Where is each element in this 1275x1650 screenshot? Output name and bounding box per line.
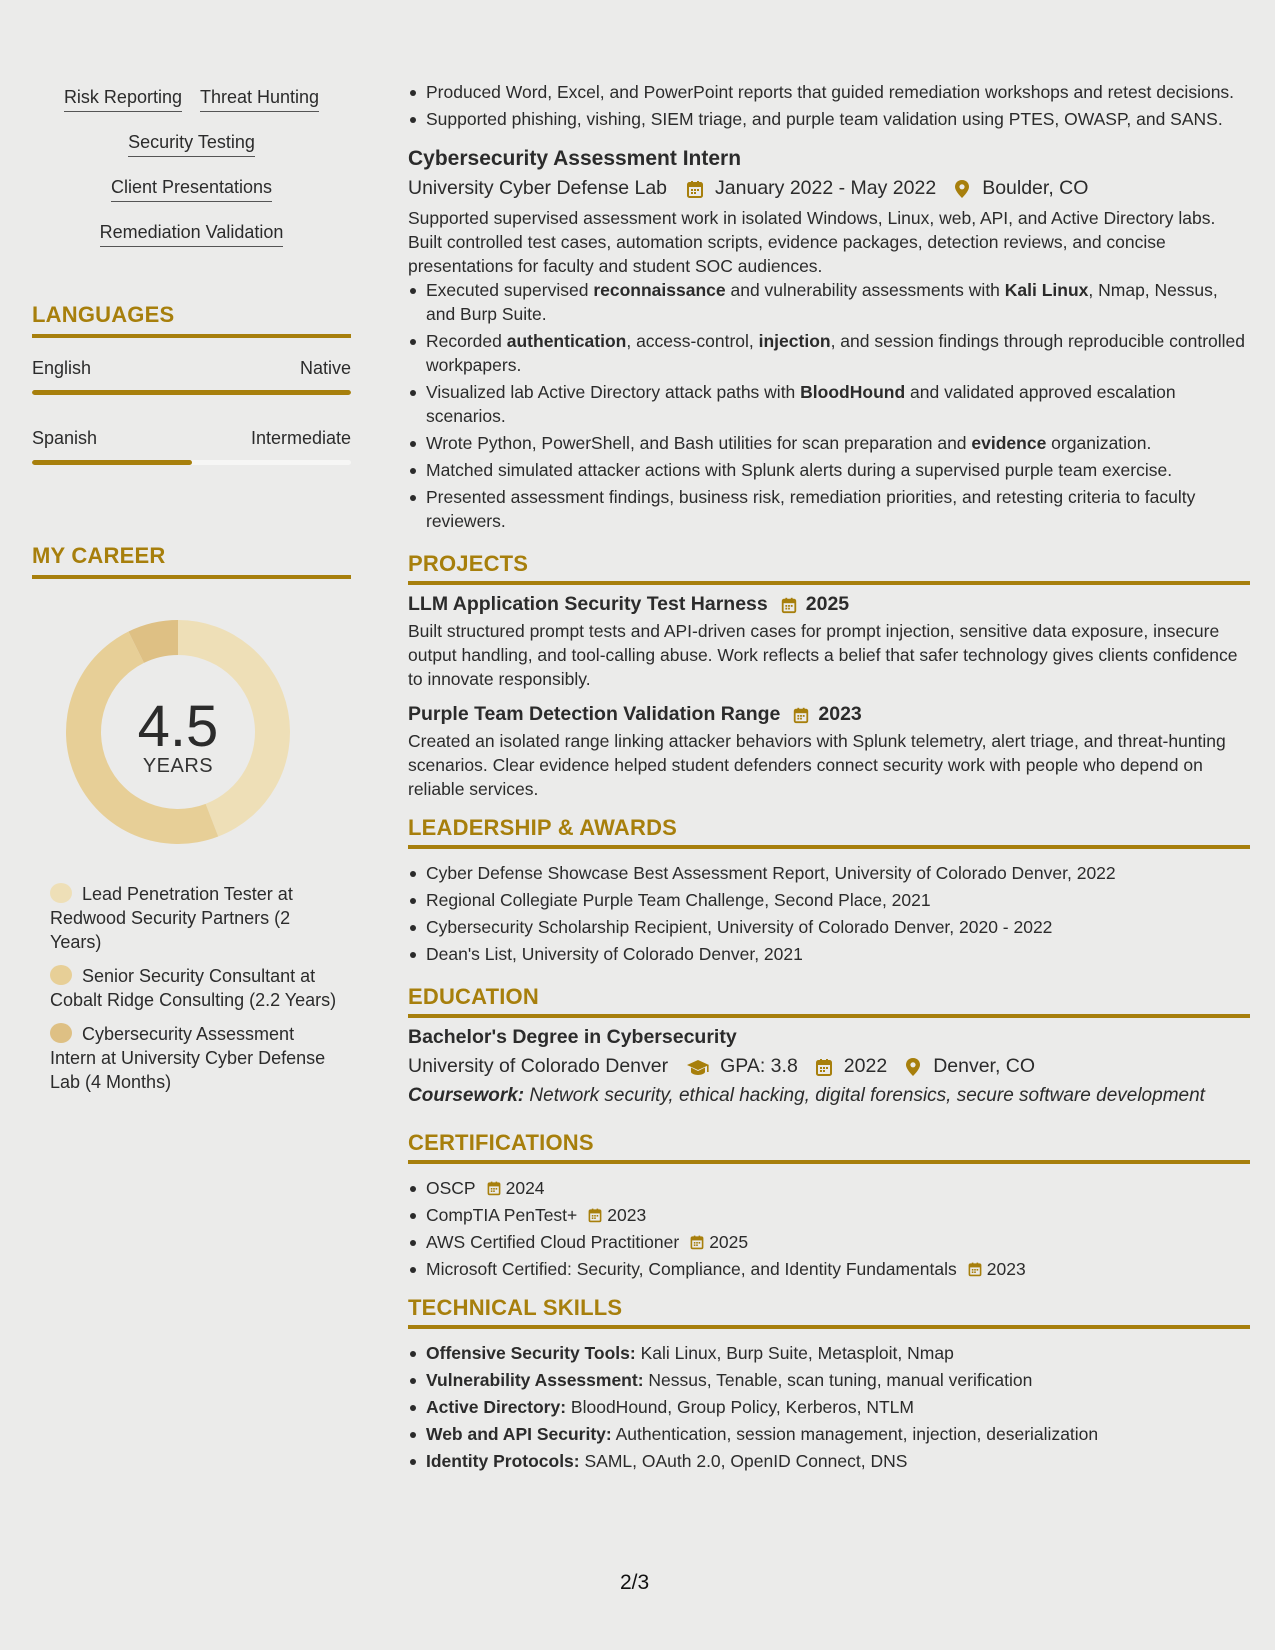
language-bar [32,460,351,465]
languages-heading: LANGUAGES [32,302,351,338]
certification-item: OSCP 2024 [408,1176,1250,1200]
job-meta [408,177,1250,200]
calendar-icon [967,1261,983,1277]
certifications-section [408,1130,1250,1281]
career-legend [50,882,340,1104]
skill-item: Active Directory: BloodHound, Group Policy, Kerberos, NTLM [408,1395,1250,1419]
graduation-year: 2022 [843,1055,888,1077]
award-item: Cybersecurity Scholarship Recipient, University of Colorado Denver, 2020 - 2022 [408,915,1250,939]
project-description: Created an isolated range linking attacker behaviors with Splunk telemetry, alert triage, and threat-hunting scenarios. Clear evidence helped student defenders connect security work with people who depend on reliable services. [408,731,1226,799]
legend-dot [50,883,72,903]
skill-item: Web and API Security: Authentication, session management, injection, deserialization [408,1422,1250,1446]
skill-tag: Remediation Validation [100,221,284,247]
language-english [32,358,351,395]
technical-skills-heading: TECHNICAL SKILLS [408,1295,1250,1329]
legend-dot [50,1023,72,1043]
career-total-years: 4.5 [137,694,219,759]
project-year: 2025 [805,593,850,615]
graduation-cap-icon [686,1057,710,1077]
certifications-heading: CERTIFICATIONS [408,1130,1250,1164]
job-location: Boulder, CO [982,177,1089,199]
calendar-icon [814,1057,834,1077]
project-name: LLM Application Security Test Harness [408,593,768,615]
award-item: Cyber Defense Showcase Best Assessment Report, University of Colorado Denver, 2022 [408,861,1250,885]
school-name: University of Colorado Denver [408,1055,669,1077]
job-dates: January 2022 - May 2022 [715,177,937,199]
bullet-item: Wrote Python, PowerShell, and Bash utilities for scan preparation and evidence organization. [408,431,1250,455]
bullet-item: Supported phishing, vishing, SIEM triage, and purple team validation using PTES, OWASP, and SANS. [408,107,1250,131]
technical-skills-section [408,1295,1250,1473]
calendar-icon [792,706,810,724]
project-year: 2023 [818,703,862,725]
certification-item: AWS Certified Cloud Practitioner 2025 [408,1230,1250,1254]
calendar-icon [689,1234,705,1250]
skill-tags [32,86,351,266]
language-level: Intermediate [250,428,351,448]
bullet-item: Visualized lab Active Directory attack paths with BloodHound and validated approved escalation scenarios. [408,380,1250,428]
skill-tag: Risk Reporting [64,86,182,112]
language-name: English [32,358,92,378]
job-summary: Supported supervised assessment work in isolated Windows, Linux, web, API, and Active Directory labs. Built controlled test cases, automation scripts, evidence packages, detection reviews, and concise presentations for faculty and student SOC audiences. [408,208,1216,276]
skill-tag: Client Presentations [111,176,272,202]
skill-item: Identity Protocols: SAML, OAuth 2.0, OpenID Connect, DNS [408,1449,1250,1473]
award-item: Dean's List, University of Colorado Denver, 2021 [408,942,1250,966]
project-item [408,703,1250,801]
projects-section [408,551,1250,801]
school-location: Denver, CO [933,1055,1036,1077]
legend-dot [50,965,72,985]
certification-item: Microsoft Certified: Security, Compliance, and Identity Fundamentals 2023 [408,1257,1250,1281]
career-legend-item: Lead Penetration Tester at Redwood Security Partners (2 Years) [50,884,293,952]
project-name: Purple Team Detection Validation Range [408,703,781,725]
awards-heading: LEADERSHIP & AWARDS [408,815,1250,849]
projects-heading: PROJECTS [408,551,1250,585]
experience-continued-bullets [408,80,1250,131]
language-bar-fill [32,460,192,465]
language-bar [32,390,351,395]
calendar-icon [780,596,798,614]
career-legend-item: Cybersecurity Assessment Intern at University Cyber Defense Lab (4 Months) [50,1024,326,1092]
language-bar-fill [32,390,351,395]
award-item: Regional Collegiate Purple Team Challenge, Second Place, 2021 [408,888,1250,912]
language-spanish [32,428,351,465]
skill-tag: Security Testing [128,131,255,157]
project-description: Built structured prompt tests and API-driven cases for prompt injection, sensitive data exposure, insecure output handling, and tool-calling abuse. Work reflects a belief that safer technology gives clients confidence to innovate responsibly. [408,621,1238,689]
education-section [408,984,1250,1108]
skill-tag: Threat Hunting [200,86,319,112]
job-bullets [408,278,1250,533]
bullet-item: Presented assessment findings, business risk, remediation priorities, and retesting criteria to faculty reviewers. [408,485,1250,533]
education-heading: EDUCATION [408,984,1250,1018]
awards-section [408,815,1250,966]
career-heading: MY CAREER [32,543,351,579]
right-column [408,0,1250,1473]
bullet-item: Executed supervised reconnaissance and vulnerability assessments with Kali Linux, Nmap, Nessus, and Burp Suite. [408,278,1250,326]
coursework: Coursework: Network security, ethical hacking, digital forensics, secure software development [408,1085,1205,1106]
project-item [408,593,1250,691]
calendar-icon [685,179,705,199]
skill-item: Offensive Security Tools: Kali Linux, Burp Suite, Metasploit, Nmap [408,1341,1250,1365]
intern-job [408,147,1250,533]
certification-item: CompTIA PenTest+ 2023 [408,1203,1250,1227]
skill-item: Vulnerability Assessment: Nessus, Tenable, scan tuning, manual verification [408,1368,1250,1392]
degree-name: Bachelor's Degree in Cybersecurity [408,1026,737,1048]
language-level: Native [299,358,351,378]
career-legend-item: Senior Security Consultant at Cobalt Ridge Consulting (2.2 Years) [50,966,337,1010]
calendar-icon [486,1180,502,1196]
bullet-item: Recorded authentication, access-control, injection, and session findings through reproducible controlled workpapers. [408,329,1250,377]
career-total-unit: YEARS [142,755,214,777]
employer: University Cyber Defense Lab [408,177,668,199]
page-number: 2/3 [620,1571,650,1594]
education-meta [408,1055,1250,1078]
job-title: Cybersecurity Assessment Intern [408,147,742,170]
calendar-icon [587,1207,603,1223]
gpa: GPA: 3.8 [720,1055,798,1077]
location-pin-icon [952,179,972,199]
bullet-item: Matched simulated attacker actions with Splunk alerts during a supervised purple team exercise. [408,458,1250,482]
location-pin-icon [903,1057,923,1077]
language-name: Spanish [32,428,98,448]
bullet-item: Produced Word, Excel, and PowerPoint reports that guided remediation workshops and retest decisions. [408,80,1250,104]
